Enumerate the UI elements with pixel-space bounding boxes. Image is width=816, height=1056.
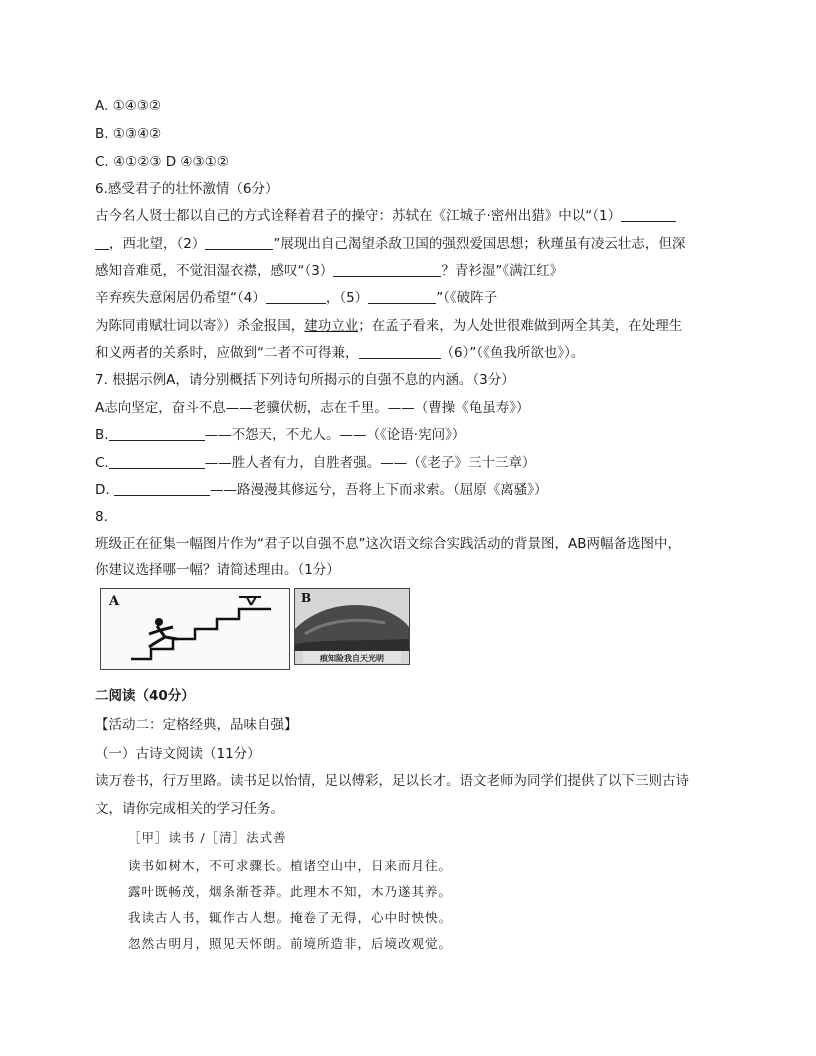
q7-item-d	[95, 481, 725, 499]
item-label: B.	[95, 427, 109, 443]
q8-line-2: 你建议选择哪一幅？请简述理由。（1分）	[95, 562, 340, 578]
q6-text: 辛弃疾失意闲居仍希望“（4）	[95, 290, 266, 306]
q7-item-b	[95, 426, 725, 444]
q6-text: 和义两者的关系时，应做到“二者不可得兼，	[95, 345, 359, 361]
image-b-landscape[interactable]	[294, 588, 410, 665]
q7-item-c	[95, 454, 725, 472]
underlined-phrase: 建功立业	[304, 318, 359, 334]
answer-blank-c[interactable]	[109, 455, 205, 469]
item-text: ——不怨天，不尤人。——（《论语·宪问》）	[204, 427, 466, 443]
q6-text: ？青衫湿”《满江红》	[441, 263, 564, 279]
image-a-staircase[interactable]	[100, 588, 290, 670]
answer-blank-2[interactable]	[205, 236, 273, 250]
option-a: A. ①④③②	[95, 98, 161, 114]
image-a-label: A	[109, 594, 120, 609]
q6-text: ”（《破阵子	[436, 290, 498, 306]
q6-text: ，（5）	[325, 290, 369, 306]
answer-blank-5[interactable]	[368, 290, 436, 304]
answer-blank-4[interactable]	[266, 290, 326, 304]
q6-line-1	[95, 207, 725, 225]
option-b: B. ①③④②	[95, 126, 162, 142]
staircase-illustration	[101, 589, 289, 669]
item-text: ——路漫漫其修远兮，吾将上下而求索。（屈原《离骚》）	[209, 482, 548, 498]
activity-title: 【活动二：定格经典，品味自强】	[95, 717, 298, 733]
answer-blank-6[interactable]	[359, 345, 441, 359]
subsection-title: （一）古诗文阅读（11分）	[95, 746, 261, 762]
q6-text: 感知音难觅，不觉泪湿衣襟，感叹“（3）	[95, 263, 334, 279]
q6-heading: 6.感受君子的壮怀激情（6分）	[95, 181, 279, 197]
intro-line-1: 读万卷书，行万里路。读书足以怡情，足以傅彩，足以长才。语文老师为同学们提供了以下三则古诗	[95, 773, 689, 789]
item-label: C.	[95, 455, 109, 471]
answer-blank-1[interactable]	[621, 208, 676, 222]
q7-example-a: A志向坚定，奋斗不息——老骥伏枥，志在千里。——（曹操《龟虽寿》）	[95, 400, 530, 416]
q8-line-1: 班级正在征集一幅图片作为“君子以自强不息”这次语文综合实践活动的背景图，AB两幅备选图中，	[95, 536, 681, 552]
q6-line-4	[95, 289, 725, 307]
q6-line-5	[95, 317, 725, 335]
poem-line: 露叶既畅茂，烟条渐苍莽。此理木不知，木乃遂其养。	[128, 884, 453, 899]
landscape-illustration	[295, 589, 409, 664]
item-text: ——胜人者有力，自胜者强。——（《老子》三十三章）	[204, 455, 536, 471]
answer-blank-1-cont[interactable]	[95, 236, 109, 250]
q7-heading: 7. 根据示例A，请分别概括下列诗句所揭示的自强不息的内涵。（3分）	[95, 372, 515, 388]
q6-line-2	[95, 235, 725, 253]
intro-line-2: 文，请你完成相关的学习任务。	[95, 801, 284, 817]
q6-text: ；在孟子看来，为人处世很难做到两全其美，在处理生	[358, 318, 683, 334]
image-b-label: B	[301, 591, 312, 605]
q6-line-6	[95, 344, 725, 362]
answer-blank-b[interactable]	[109, 427, 205, 441]
answer-blank-3[interactable]	[333, 263, 441, 277]
poem-line: 我读古人书，辄作古人想。掩卷了无得，心中时怏怏。	[128, 910, 453, 925]
q6-text: ”展现出自己渴望杀敌卫国的强烈爱国思想；秋瑾虽有凌云壮志，但深	[273, 236, 686, 252]
q6-line-3	[95, 262, 725, 280]
answer-blank-d[interactable]	[114, 482, 210, 496]
q8-number: 8.	[95, 509, 108, 525]
poem-line: 读书如树木，不可求骤长。植诸空山中，日来而月往。	[128, 858, 453, 873]
section-title: 二阅读（40分）	[95, 688, 195, 704]
item-label: D.	[95, 482, 110, 498]
q6-text: 古今名人贤士都以自己的方式诠释着君子的操守：苏轼在《江城子·密州出猎》中以“（1）	[95, 208, 622, 224]
image-b-caption: 痕知险我自天光明	[320, 654, 384, 663]
q6-text: 为陈同甫赋壮词以寄》）杀金报国，	[95, 318, 305, 334]
q6-text: （6）”（《鱼我所欲也》）。	[440, 345, 585, 361]
poem-title: ［甲］读书 /［清］法式善	[128, 830, 287, 845]
poem-line: 忽然古明月，照见天怀朗。前境所造非，后境改观觉。	[128, 936, 453, 951]
option-c-d: C. ④①②③ D ④③①②	[95, 154, 229, 170]
q6-text: ，西北望，（2）	[109, 236, 206, 252]
